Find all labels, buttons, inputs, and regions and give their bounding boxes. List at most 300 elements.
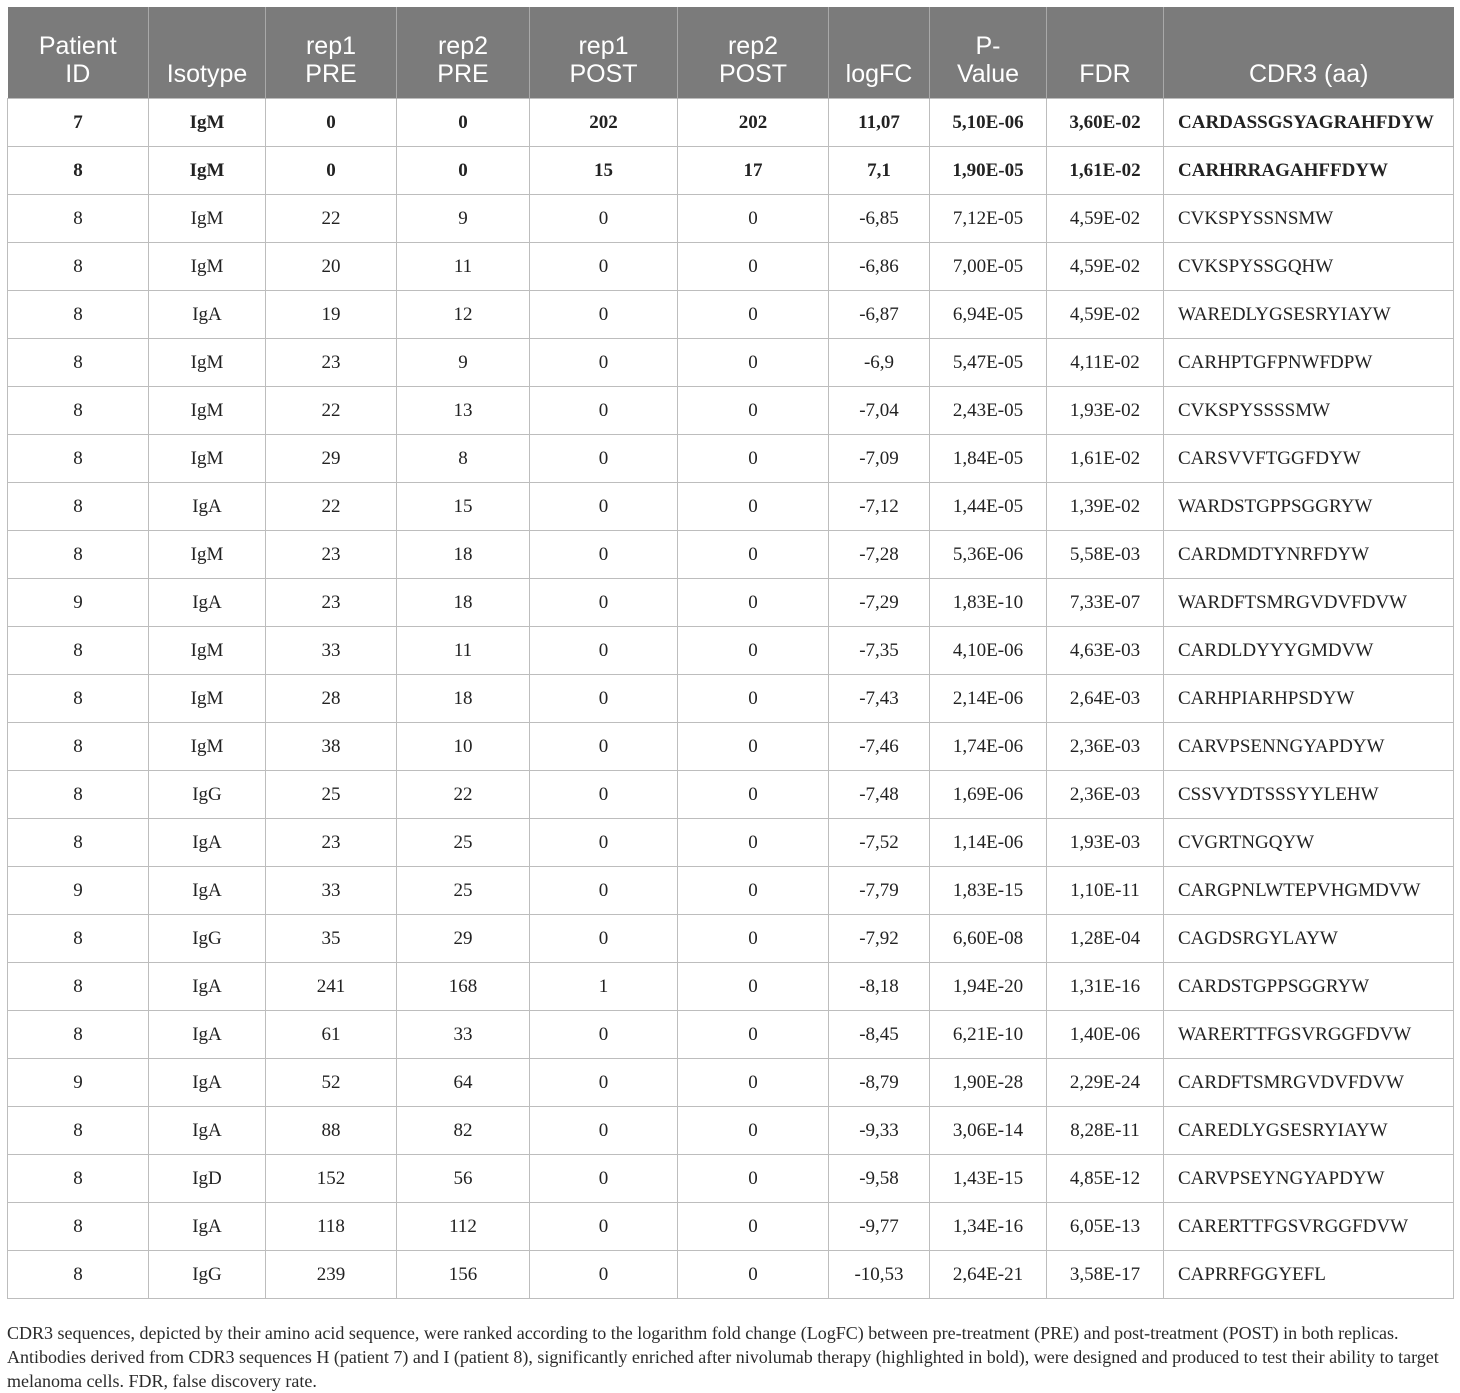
table-row (8, 531, 1454, 579)
cell-fdr: 1,61E-02 (1047, 435, 1164, 483)
cell-cdr3: CARERTTFGSVRGGFDVW (1164, 1203, 1454, 1251)
column-header-line: rep1 (578, 32, 629, 60)
cell-rep1-post: 0 (530, 387, 678, 435)
table-row (8, 819, 1454, 867)
cell-logfc: -8,45 (829, 1011, 930, 1059)
cell-cdr3: CARHPTGFPNWFDPW (1164, 339, 1454, 387)
cell-rep1-post: 0 (530, 291, 678, 339)
cell-rep2-pre: 12 (397, 291, 530, 339)
cell-rep1-pre: 239 (266, 1251, 397, 1299)
table-row (8, 291, 1454, 339)
table-row (8, 627, 1454, 675)
cell-rep2-post: 0 (678, 867, 829, 915)
cell-rep2-post: 0 (678, 675, 829, 723)
cell-rep1-post: 0 (530, 819, 678, 867)
cell-logfc: -6,87 (829, 291, 930, 339)
cell-rep1-post: 0 (530, 771, 678, 819)
cell-fdr: 1,40E-06 (1047, 1011, 1164, 1059)
cell-cdr3: CARGPNLWTEPVHGMDVW (1164, 867, 1454, 915)
column-header-line: Isotype (166, 60, 248, 88)
cell-rep1-pre: 52 (266, 1059, 397, 1107)
cell-rep2-post: 0 (678, 435, 829, 483)
cell-isotype: IgM (149, 675, 266, 723)
cell-logfc: -8,79 (829, 1059, 930, 1107)
table-row (8, 1059, 1454, 1107)
cell-fdr: 4,11E-02 (1047, 339, 1164, 387)
column-header-line: PRE (305, 60, 357, 88)
cell-patient-id: 8 (8, 627, 149, 675)
cell-p-value: 1,90E-05 (930, 147, 1047, 195)
table-row (8, 1251, 1454, 1299)
cell-cdr3: CAREDLYGSESRYIAYW (1164, 1107, 1454, 1155)
cell-isotype: IgA (149, 579, 266, 627)
cell-patient-id: 8 (8, 819, 149, 867)
cell-patient-id: 8 (8, 915, 149, 963)
cell-patient-id: 9 (8, 1059, 149, 1107)
cell-rep2-pre: 82 (397, 1107, 530, 1155)
cell-p-value: 3,06E-14 (930, 1107, 1047, 1155)
table-row (8, 1155, 1454, 1203)
table-row (8, 963, 1454, 1011)
cell-rep2-pre: 13 (397, 387, 530, 435)
cell-rep2-pre: 168 (397, 963, 530, 1011)
cell-p-value: 5,36E-06 (930, 531, 1047, 579)
cell-p-value: 1,90E-28 (930, 1059, 1047, 1107)
cell-rep2-pre: 8 (397, 435, 530, 483)
column-header-line: FDR (1079, 60, 1131, 88)
cell-patient-id: 8 (8, 1107, 149, 1155)
column-header-line (153, 32, 261, 60)
cell-rep2-pre: 112 (397, 1203, 530, 1251)
cell-rep2-pre: 11 (397, 627, 530, 675)
cell-rep2-pre: 56 (397, 1155, 530, 1203)
cell-rep1-pre: 241 (266, 963, 397, 1011)
table-row (8, 483, 1454, 531)
table-row (8, 435, 1454, 483)
cell-rep1-pre: 35 (266, 915, 397, 963)
cell-rep1-pre: 28 (266, 675, 397, 723)
cell-p-value: 6,94E-05 (930, 291, 1047, 339)
cell-rep1-post: 0 (530, 1011, 678, 1059)
cell-rep2-pre: 18 (397, 531, 530, 579)
cell-cdr3: CSSVYDTSSSYYLEHW (1164, 771, 1454, 819)
cell-cdr3: CVKSPYSSGQHW (1164, 243, 1454, 291)
table-row (8, 579, 1454, 627)
cell-rep2-post: 0 (678, 1107, 829, 1155)
cell-fdr: 1,31E-16 (1047, 963, 1164, 1011)
cell-fdr: 8,28E-11 (1047, 1107, 1164, 1155)
cell-patient-id: 8 (8, 387, 149, 435)
cell-patient-id: 8 (8, 147, 149, 195)
cell-rep2-post: 0 (678, 483, 829, 531)
cell-rep2-post: 0 (678, 387, 829, 435)
cell-rep1-pre: 23 (266, 339, 397, 387)
cell-rep1-post: 1 (530, 963, 678, 1011)
cell-rep2-post: 0 (678, 963, 829, 1011)
column-header-line: ID (65, 60, 91, 88)
cell-rep2-post: 0 (678, 531, 829, 579)
cell-logfc: -7,09 (829, 435, 930, 483)
cell-p-value: 1,34E-16 (930, 1203, 1047, 1251)
cell-patient-id: 8 (8, 1203, 149, 1251)
cell-rep2-pre: 22 (397, 771, 530, 819)
table-row (8, 147, 1454, 195)
cell-rep2-post: 0 (678, 723, 829, 771)
cell-rep2-post: 0 (678, 771, 829, 819)
column-header-line (833, 32, 925, 60)
cell-isotype: IgM (149, 147, 266, 195)
cell-rep1-post: 0 (530, 915, 678, 963)
cell-rep1-pre: 38 (266, 723, 397, 771)
cell-isotype: IgG (149, 771, 266, 819)
cell-p-value: 2,43E-05 (930, 387, 1047, 435)
cell-patient-id: 8 (8, 1155, 149, 1203)
cell-fdr: 2,36E-03 (1047, 771, 1164, 819)
table-row (8, 1203, 1454, 1251)
table-row (8, 867, 1454, 915)
column-header-cdr3 (1164, 7, 1454, 99)
table-body (8, 99, 1454, 1299)
cell-fdr: 4,59E-02 (1047, 291, 1164, 339)
table-row (8, 915, 1454, 963)
cell-fdr: 6,05E-13 (1047, 1203, 1164, 1251)
column-header-line: P- (975, 32, 1001, 60)
cell-rep1-post: 0 (530, 675, 678, 723)
cell-logfc: -7,92 (829, 915, 930, 963)
cell-p-value: 5,47E-05 (930, 339, 1047, 387)
table-row (8, 675, 1454, 723)
cell-rep2-pre: 33 (397, 1011, 530, 1059)
cell-rep1-post: 0 (530, 483, 678, 531)
cell-fdr: 1,93E-02 (1047, 387, 1164, 435)
cell-cdr3: CARDFTSMRGVDVFDVW (1164, 1059, 1454, 1107)
cell-isotype: IgA (149, 963, 266, 1011)
cell-rep2-post: 0 (678, 243, 829, 291)
cell-patient-id: 8 (8, 291, 149, 339)
cell-cdr3: CARDMDTYNRFDYW (1164, 531, 1454, 579)
table-row (8, 1011, 1454, 1059)
cell-rep2-post: 17 (678, 147, 829, 195)
cell-rep2-pre: 29 (397, 915, 530, 963)
cell-rep1-post: 0 (530, 1155, 678, 1203)
column-header-isotype (149, 7, 266, 99)
cell-p-value: 4,10E-06 (930, 627, 1047, 675)
column-header-line: POST (718, 60, 788, 88)
cell-rep2-post: 0 (678, 1203, 829, 1251)
cell-fdr: 3,60E-02 (1047, 99, 1164, 147)
cell-rep2-pre: 64 (397, 1059, 530, 1107)
cell-patient-id: 8 (8, 1011, 149, 1059)
column-header-line: POST (569, 60, 638, 88)
cell-rep1-pre: 0 (266, 99, 397, 147)
table-row (8, 243, 1454, 291)
cell-rep1-pre: 19 (266, 291, 397, 339)
column-header-line (1168, 32, 1450, 60)
cell-rep1-pre: 25 (266, 771, 397, 819)
cell-rep1-pre: 33 (266, 867, 397, 915)
cell-rep1-pre: 33 (266, 627, 397, 675)
table-row (8, 771, 1454, 819)
cell-patient-id: 9 (8, 579, 149, 627)
cell-rep2-post: 0 (678, 1155, 829, 1203)
cell-p-value: 1,83E-15 (930, 867, 1047, 915)
cell-p-value: 1,14E-06 (930, 819, 1047, 867)
cell-rep2-post: 0 (678, 291, 829, 339)
cell-fdr: 4,59E-02 (1047, 195, 1164, 243)
cell-cdr3: CARVPSEYNGYAPDYW (1164, 1155, 1454, 1203)
column-header-patient-id (8, 7, 149, 99)
cell-rep2-pre: 25 (397, 867, 530, 915)
cell-fdr: 3,58E-17 (1047, 1251, 1164, 1299)
cell-cdr3: CARHPIARHPSDYW (1164, 675, 1454, 723)
cell-patient-id: 7 (8, 99, 149, 147)
cell-patient-id: 8 (8, 531, 149, 579)
cell-isotype: IgM (149, 723, 266, 771)
table-row (8, 723, 1454, 771)
cell-cdr3: CVGRTNGQYW (1164, 819, 1454, 867)
column-header-line: rep2 (437, 32, 489, 60)
column-header-line: CDR3 (aa) (1249, 60, 1369, 88)
cell-cdr3: WARDSTGPPSGGRYW (1164, 483, 1454, 531)
cell-rep1-pre: 152 (266, 1155, 397, 1203)
cell-isotype: IgM (149, 243, 266, 291)
cell-logfc: -7,35 (829, 627, 930, 675)
cell-logfc: -7,28 (829, 531, 930, 579)
cell-p-value: 7,12E-05 (930, 195, 1047, 243)
cell-rep1-pre: 23 (266, 819, 397, 867)
cell-rep2-post: 0 (678, 1251, 829, 1299)
cell-isotype: IgA (149, 1011, 266, 1059)
cell-logfc: -9,58 (829, 1155, 930, 1203)
cell-isotype: IgG (149, 1251, 266, 1299)
cell-patient-id: 8 (8, 339, 149, 387)
cell-logfc: -8,18 (829, 963, 930, 1011)
cell-fdr: 1,61E-02 (1047, 147, 1164, 195)
cell-isotype: IgM (149, 531, 266, 579)
cell-isotype: IgA (149, 1107, 266, 1155)
cell-fdr: 5,58E-03 (1047, 531, 1164, 579)
cell-rep1-pre: 23 (266, 531, 397, 579)
cell-logfc: 11,07 (829, 99, 930, 147)
cell-patient-id: 8 (8, 963, 149, 1011)
table-row (8, 195, 1454, 243)
cell-rep2-pre: 11 (397, 243, 530, 291)
cell-rep2-pre: 0 (397, 147, 530, 195)
cell-rep2-pre: 18 (397, 675, 530, 723)
cell-p-value: 2,64E-21 (930, 1251, 1047, 1299)
column-header-logfc (829, 7, 930, 99)
cell-rep1-post: 0 (530, 1203, 678, 1251)
cell-logfc: -9,33 (829, 1107, 930, 1155)
cell-rep1-post: 0 (530, 1251, 678, 1299)
cell-patient-id: 8 (8, 243, 149, 291)
cdr3-table (7, 7, 1454, 1299)
cell-p-value: 1,74E-06 (930, 723, 1047, 771)
cell-fdr: 4,59E-02 (1047, 243, 1164, 291)
cell-p-value: 5,10E-06 (930, 99, 1047, 147)
cell-isotype: IgG (149, 915, 266, 963)
cell-rep1-pre: 61 (266, 1011, 397, 1059)
cell-rep2-post: 0 (678, 1059, 829, 1107)
cell-rep1-pre: 88 (266, 1107, 397, 1155)
cell-patient-id: 8 (8, 771, 149, 819)
cell-fdr: 1,28E-04 (1047, 915, 1164, 963)
cell-logfc: -7,12 (829, 483, 930, 531)
cell-rep1-post: 0 (530, 435, 678, 483)
cell-rep2-post: 0 (678, 339, 829, 387)
cell-fdr: 7,33E-07 (1047, 579, 1164, 627)
cell-logfc: -6,86 (829, 243, 930, 291)
cell-logfc: -7,48 (829, 771, 930, 819)
cell-rep1-post: 0 (530, 1059, 678, 1107)
cell-isotype: IgA (149, 1059, 266, 1107)
cell-isotype: IgA (149, 819, 266, 867)
cell-rep1-post: 0 (530, 723, 678, 771)
cell-isotype: IgM (149, 387, 266, 435)
cell-rep2-post: 0 (678, 195, 829, 243)
cell-rep2-pre: 9 (397, 195, 530, 243)
cell-rep2-pre: 9 (397, 339, 530, 387)
cell-logfc: -7,04 (829, 387, 930, 435)
cell-patient-id: 8 (8, 723, 149, 771)
cell-cdr3: CARDASSGSYAGRAHFDYW (1164, 99, 1454, 147)
cell-cdr3: CAGDSRGYLAYW (1164, 915, 1454, 963)
column-header-rep2-pre (397, 7, 530, 99)
header-row (8, 7, 1454, 99)
cell-rep1-post: 0 (530, 243, 678, 291)
cell-logfc: -10,53 (829, 1251, 930, 1299)
cell-rep2-pre: 156 (397, 1251, 530, 1299)
cell-logfc: 7,1 (829, 147, 930, 195)
cell-fdr: 1,93E-03 (1047, 819, 1164, 867)
column-header-p-value (930, 7, 1047, 99)
cell-rep1-post: 0 (530, 627, 678, 675)
cell-cdr3: WARDFTSMRGVDVFDVW (1164, 579, 1454, 627)
cell-logfc: -6,9 (829, 339, 930, 387)
cell-rep1-post: 0 (530, 339, 678, 387)
cell-rep1-pre: 29 (266, 435, 397, 483)
cell-rep1-pre: 118 (266, 1203, 397, 1251)
cell-rep2-post: 0 (678, 819, 829, 867)
cell-patient-id: 8 (8, 435, 149, 483)
cell-cdr3: CARVPSENNGYAPDYW (1164, 723, 1454, 771)
cell-cdr3: CVKSPYSSSSMW (1164, 387, 1454, 435)
cell-rep1-post: 0 (530, 195, 678, 243)
column-header-line: Patient (38, 32, 117, 60)
column-header-line: logFC (845, 60, 913, 88)
cell-fdr: 2,36E-03 (1047, 723, 1164, 771)
table-row (8, 99, 1454, 147)
cell-isotype: IgA (149, 867, 266, 915)
cell-fdr: 2,29E-24 (1047, 1059, 1164, 1107)
cell-rep1-post: 0 (530, 579, 678, 627)
cell-rep2-post: 202 (678, 99, 829, 147)
table-row (8, 1107, 1454, 1155)
cell-p-value: 1,43E-15 (930, 1155, 1047, 1203)
column-header-line: rep1 (305, 32, 357, 60)
cell-rep1-pre: 0 (266, 147, 397, 195)
cell-logfc: -7,43 (829, 675, 930, 723)
table-container (7, 7, 1453, 1393)
cell-rep2-pre: 0 (397, 99, 530, 147)
cell-rep1-pre: 22 (266, 483, 397, 531)
cell-rep2-post: 0 (678, 1011, 829, 1059)
column-header-rep2-post (678, 7, 829, 99)
cell-cdr3: CARHRRAGAHFFDYW (1164, 147, 1454, 195)
cell-rep2-post: 0 (678, 579, 829, 627)
cell-rep2-post: 0 (678, 915, 829, 963)
column-header-line (1051, 32, 1159, 60)
column-header-line: Value (956, 60, 1020, 88)
cell-p-value: 7,00E-05 (930, 243, 1047, 291)
cell-logfc: -9,77 (829, 1203, 930, 1251)
cell-cdr3: CARDSTGPPSGGRYW (1164, 963, 1454, 1011)
column-header-fdr (1047, 7, 1164, 99)
cell-isotype: IgM (149, 435, 266, 483)
cell-p-value: 6,60E-08 (930, 915, 1047, 963)
cell-isotype: IgM (149, 195, 266, 243)
cell-fdr: 2,64E-03 (1047, 675, 1164, 723)
cell-logfc: -6,85 (829, 195, 930, 243)
cell-fdr: 1,39E-02 (1047, 483, 1164, 531)
cell-p-value: 1,84E-05 (930, 435, 1047, 483)
cell-patient-id: 8 (8, 483, 149, 531)
cell-isotype: IgM (149, 339, 266, 387)
cell-rep1-pre: 23 (266, 579, 397, 627)
cell-rep1-post: 0 (530, 867, 678, 915)
column-header-line: rep2 (727, 32, 779, 60)
cell-rep2-pre: 25 (397, 819, 530, 867)
cell-patient-id: 9 (8, 867, 149, 915)
cell-fdr: 1,10E-11 (1047, 867, 1164, 915)
cell-rep1-pre: 20 (266, 243, 397, 291)
cell-p-value: 6,21E-10 (930, 1011, 1047, 1059)
cell-logfc: -7,52 (829, 819, 930, 867)
cell-isotype: IgM (149, 627, 266, 675)
cell-rep1-pre: 22 (266, 195, 397, 243)
cell-isotype: IgA (149, 291, 266, 339)
cell-cdr3: CARSVVFTGGFDYW (1164, 435, 1454, 483)
cell-rep1-post: 0 (530, 1107, 678, 1155)
table-row (8, 339, 1454, 387)
cell-cdr3: CARDLDYYYGMDVW (1164, 627, 1454, 675)
cell-rep2-post: 0 (678, 627, 829, 675)
cell-fdr: 4,85E-12 (1047, 1155, 1164, 1203)
cell-logfc: -7,29 (829, 579, 930, 627)
table-caption: CDR3 sequences, depicted by their amino acid sequence, were ranked according to the logarithm fold change (LogFC) between pre-treatment (PRE) and post-treatment (POST) in both replicas. Antibodies derived from CDR3 sequences H (patient 7) and I (patient 8), significantly enriched after nivolumab therapy (highlighted in bold), were designed and produced to test their ability to target melanoma cells. FDR, false discovery rate. (7, 1323, 1439, 1391)
cell-rep2-pre: 15 (397, 483, 530, 531)
cell-patient-id: 8 (8, 1251, 149, 1299)
cell-cdr3: CVKSPYSSNSMW (1164, 195, 1454, 243)
cell-p-value: 2,14E-06 (930, 675, 1047, 723)
table-row (8, 387, 1454, 435)
cell-p-value: 1,83E-10 (930, 579, 1047, 627)
cell-isotype: IgA (149, 483, 266, 531)
cell-cdr3: WARERTTFGSVRGGFDVW (1164, 1011, 1454, 1059)
cell-p-value: 1,94E-20 (930, 963, 1047, 1011)
cell-logfc: -7,46 (829, 723, 930, 771)
column-header-rep1-post (530, 7, 678, 99)
cell-isotype: IgA (149, 1203, 266, 1251)
cell-rep2-pre: 10 (397, 723, 530, 771)
column-header-rep1-pre (266, 7, 397, 99)
cell-cdr3: WAREDLYGSESRYIAYW (1164, 291, 1454, 339)
cell-fdr: 4,63E-03 (1047, 627, 1164, 675)
cell-logfc: -7,79 (829, 867, 930, 915)
cell-isotype: IgD (149, 1155, 266, 1203)
cell-rep2-pre: 18 (397, 579, 530, 627)
cell-cdr3: CAPRRFGGYEFL (1164, 1251, 1454, 1299)
